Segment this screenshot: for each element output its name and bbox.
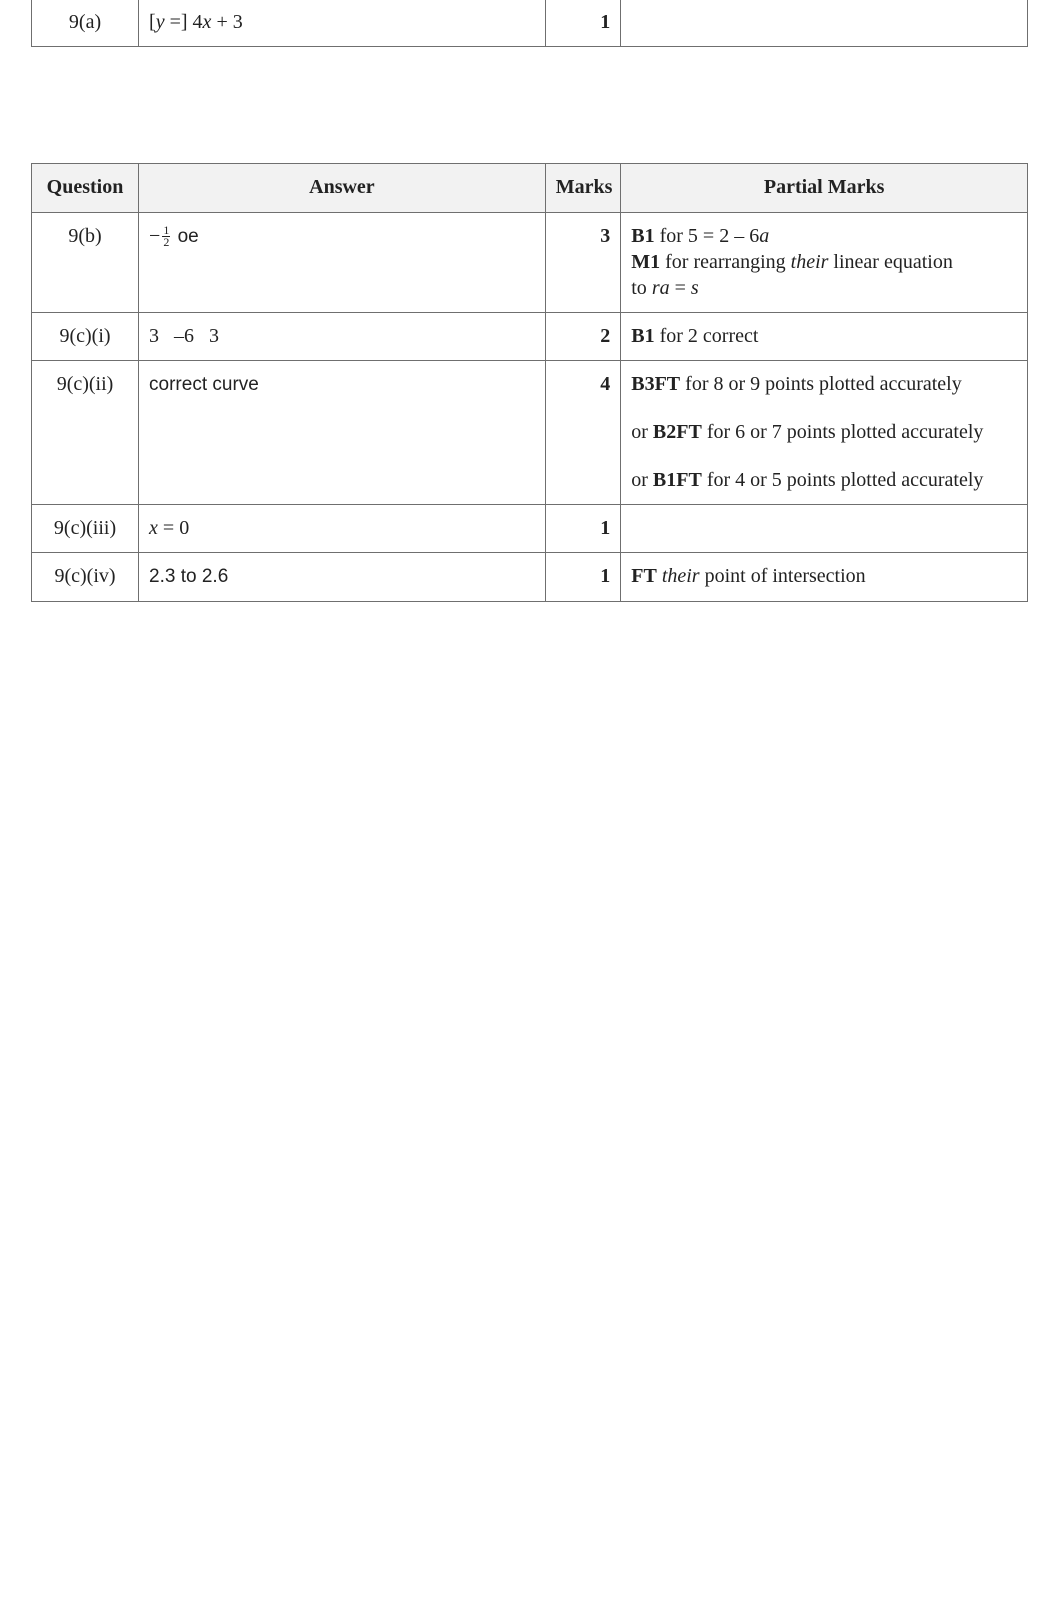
mark-code: FT: [631, 565, 657, 587]
previous-markscheme-table: [31, 0, 1028, 47]
answer-cell: [139, 213, 546, 313]
partial-var: ra: [651, 277, 670, 299]
partial-text: point of intersection: [699, 565, 866, 587]
table-row: [32, 213, 1028, 313]
marks-cell: 1: [545, 0, 620, 47]
mark-code: B1: [631, 225, 655, 247]
answer-var-y: y: [155, 11, 165, 33]
partial-text: for 2 correct: [654, 325, 759, 347]
table-row: [32, 361, 1028, 505]
markscheme-table: [31, 163, 1028, 602]
spacer: [631, 397, 1017, 419]
partial-line: [631, 223, 1017, 249]
answer-text: 2.3 to 2.6: [149, 566, 229, 587]
partial-marks-cell: [621, 0, 1028, 47]
partial-line: [631, 467, 1017, 493]
spacer: [631, 445, 1017, 467]
partial-text: linear equation: [828, 251, 953, 273]
answer-text: = 0: [157, 517, 190, 539]
partial-text: for rearranging: [660, 251, 791, 273]
answer-var-x: x: [202, 11, 212, 33]
partial-marks-cell: [621, 313, 1028, 361]
answer-suffix: oe: [172, 226, 199, 247]
partial-text: =: [669, 277, 691, 299]
answer-eq: =] 4: [164, 11, 203, 33]
mark-code: B2FT: [652, 421, 702, 443]
header-answer: Answer: [139, 164, 546, 213]
marks-cell: 1: [545, 505, 620, 553]
partial-text: for 4 or 5 points plotted accurately: [701, 469, 984, 491]
answer-cell: [139, 553, 546, 602]
answer-minus: −: [149, 225, 161, 247]
partial-var: s: [690, 277, 699, 299]
partial-italic: their: [790, 251, 829, 273]
table-row: [32, 0, 1028, 47]
header-question: Question: [32, 164, 139, 213]
answer-tail: + 3: [211, 11, 243, 33]
question-cell: 9(c)(ii): [32, 361, 139, 505]
partial-line: [631, 275, 1017, 301]
partial-marks-cell: [621, 505, 1028, 553]
partial-marks-cell: [621, 361, 1028, 505]
partial-line: [631, 371, 1017, 397]
partial-text: or: [631, 469, 653, 491]
header-marks: Marks: [545, 164, 620, 213]
table-header-row: [32, 164, 1028, 213]
partial-line: [631, 249, 1017, 275]
partial-marks-cell: [621, 213, 1028, 313]
marks-cell: 2: [545, 313, 620, 361]
answer-cell: [139, 505, 546, 553]
question-cell: 9(b): [32, 213, 139, 313]
partial-italic: their: [661, 565, 700, 587]
partial-text: for 8 or 9 points plotted accurately: [680, 373, 962, 395]
mark-code: M1: [631, 251, 661, 273]
mark-code: B3FT: [631, 373, 681, 395]
answer-fraction: [162, 222, 170, 249]
answer-cell: 3 –6 3: [139, 313, 546, 361]
partial-text: or: [631, 421, 653, 443]
partial-text: for 6 or 7 points plotted accurately: [701, 421, 984, 443]
question-cell: 9(c)(i): [32, 313, 139, 361]
answer-text: correct curve: [149, 374, 259, 395]
answer-cell: [139, 361, 546, 505]
partial-text: for 5 = 2 – 6: [654, 225, 760, 247]
partial-marks-cell: [621, 553, 1028, 602]
answer-var: x: [149, 517, 158, 539]
question-cell: 9(a): [32, 0, 139, 47]
marks-cell: 1: [545, 553, 620, 602]
marks-cell: 4: [545, 361, 620, 505]
partial-text: to: [631, 277, 652, 299]
header-partial-marks: Partial Marks: [621, 164, 1028, 213]
answer-bracket: [: [149, 11, 156, 33]
mark-code: B1FT: [652, 469, 702, 491]
mark-code: B1: [631, 325, 655, 347]
partial-line: [631, 419, 1017, 445]
partial-var: a: [759, 225, 770, 247]
question-cell: 9(c)(iv): [32, 553, 139, 602]
table-row: [32, 505, 1028, 553]
table-row: [32, 553, 1028, 602]
fraction-numerator: 1: [163, 222, 170, 237]
marks-cell: 3: [545, 213, 620, 313]
question-cell: 9(c)(iii): [32, 505, 139, 553]
answer-cell: [139, 0, 546, 47]
table-row: [32, 313, 1028, 361]
fraction-denominator: 2: [163, 234, 170, 249]
